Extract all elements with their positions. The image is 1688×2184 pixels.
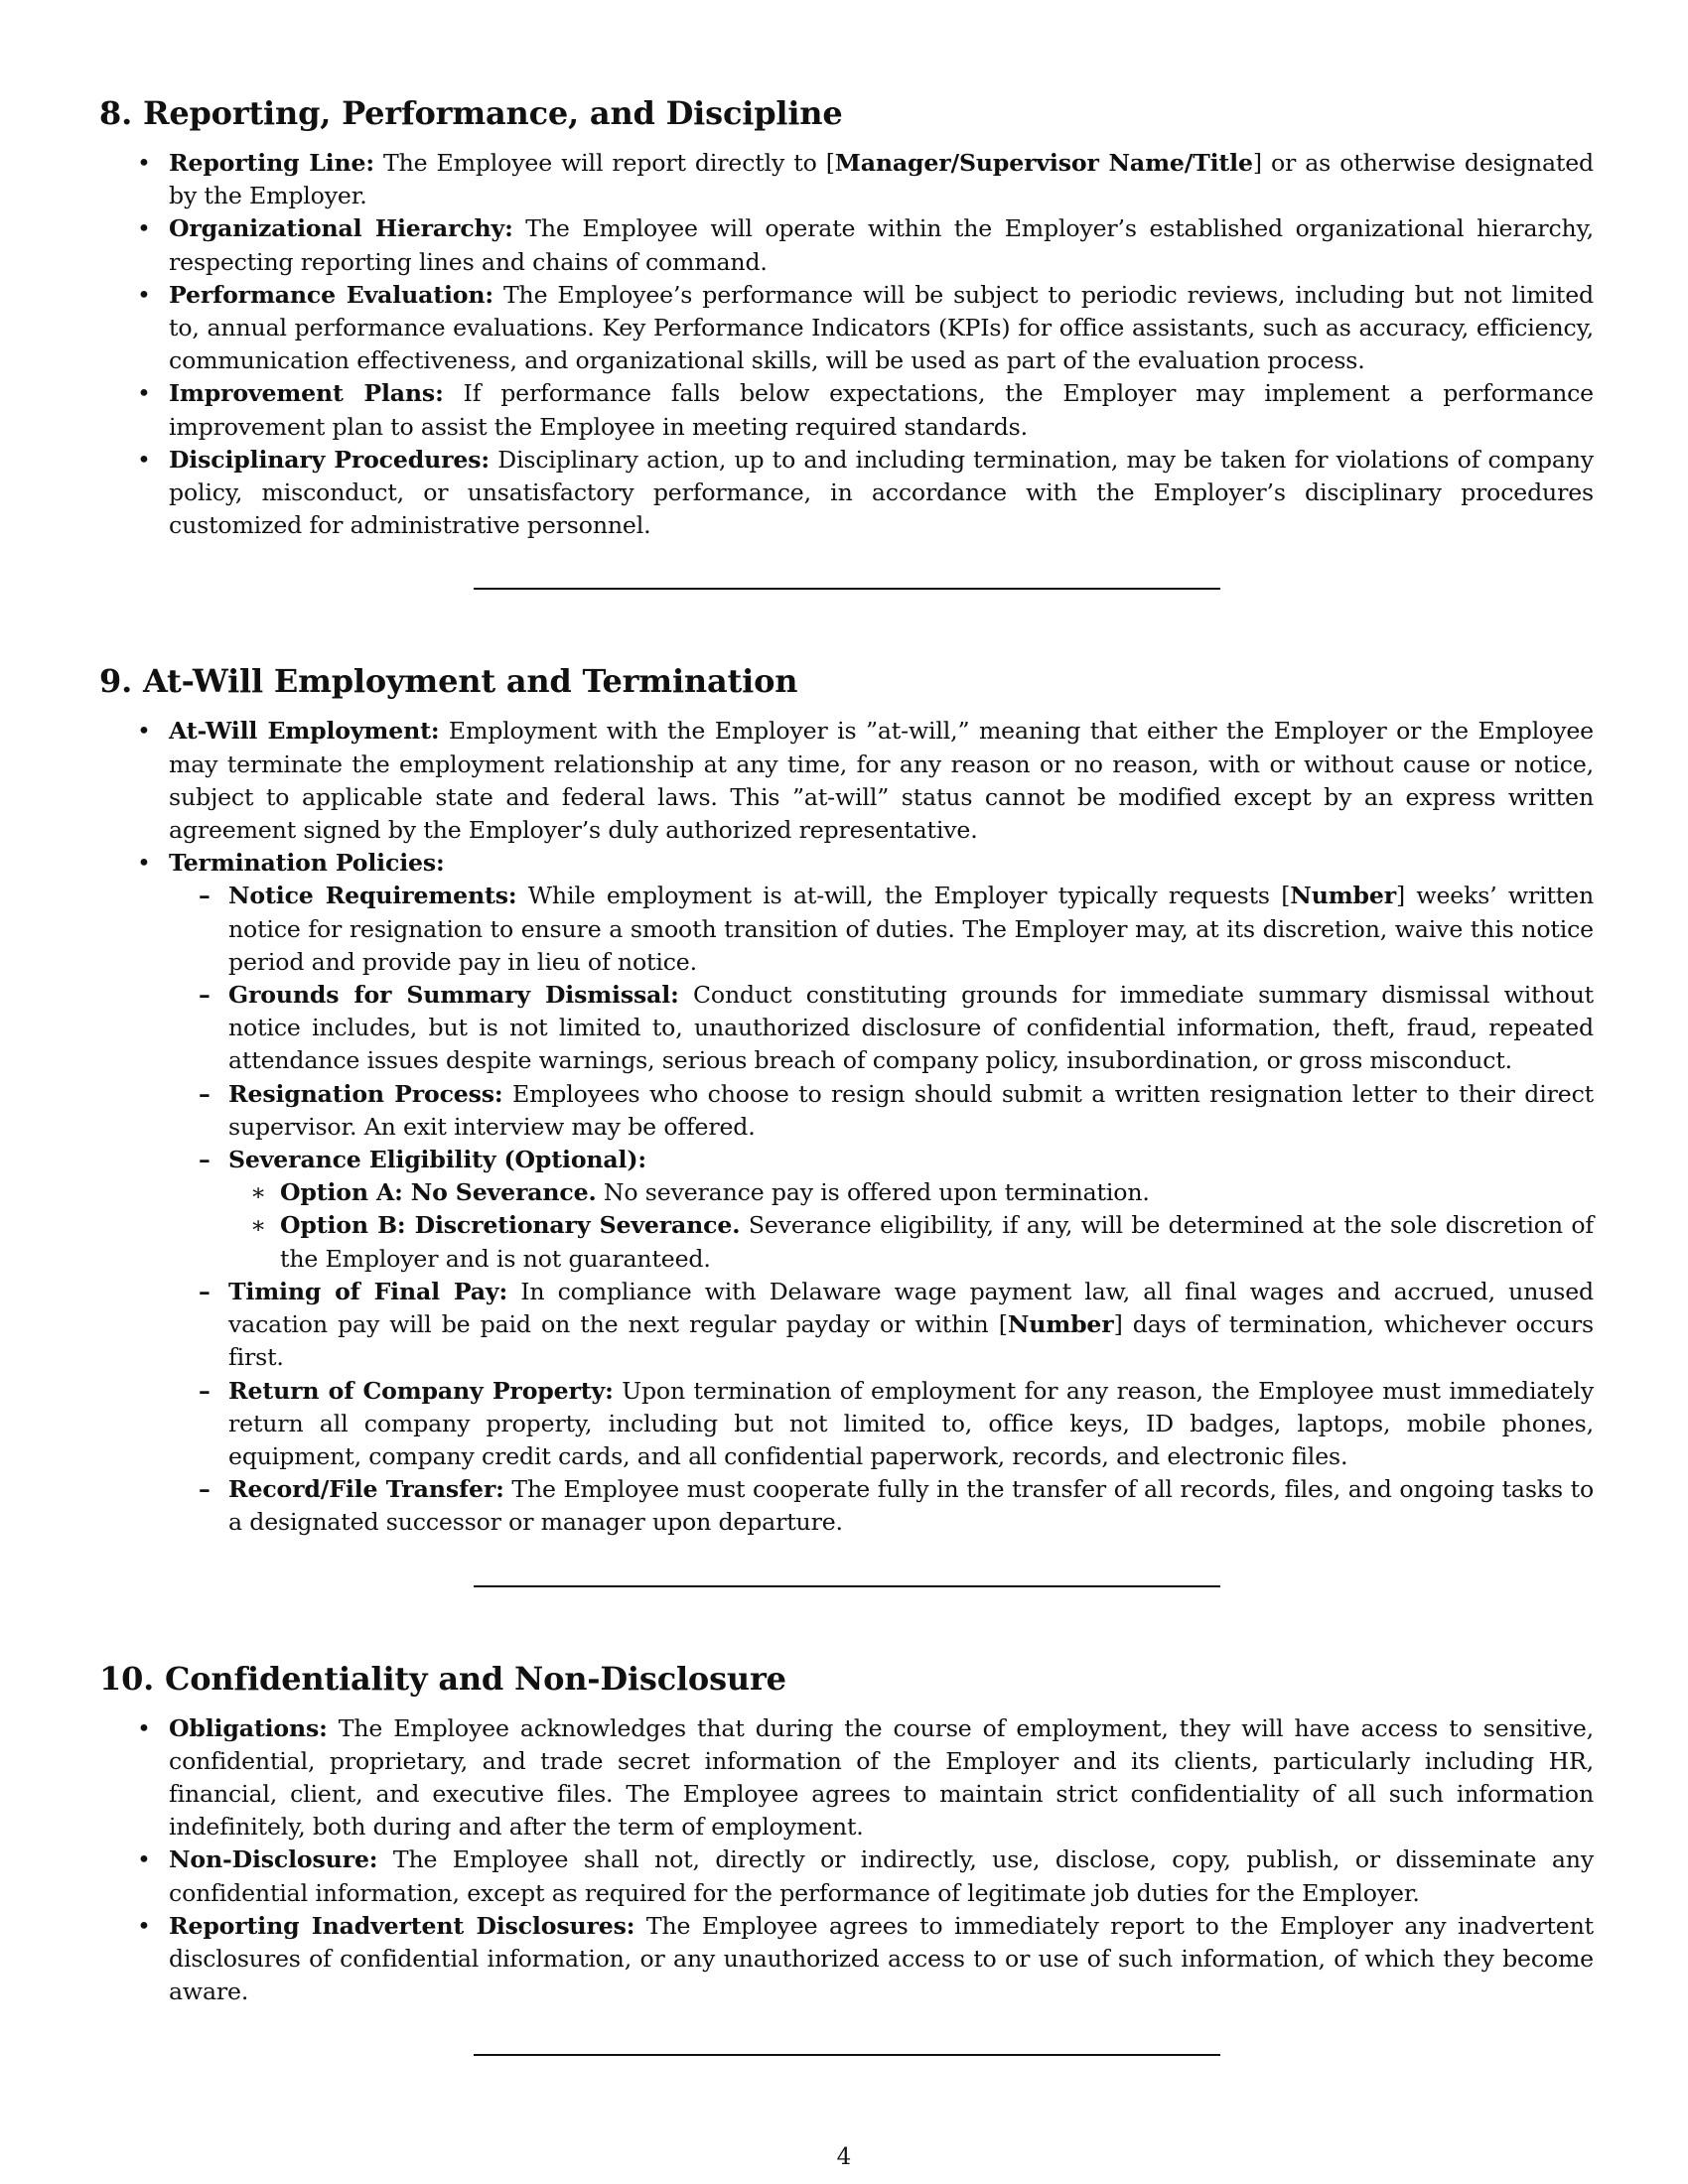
- list-item-obligations: • Obligations: The Employee acknowledges that during the course of employment, they will have access to sensitive, confidential, proprietary, and trade secret information of the Employer and its clients, particularly including HR, financial, client, and executive files. The Employee agrees to maintain strict confidentiality of all such information indefinitely, both during and after the term of employment.: [99, 1712, 1594, 1844]
- placeholder-number: Number: [1290, 882, 1397, 910]
- section-divider: [99, 2008, 1594, 2125]
- item-label: Severance Eligibility (Optional):: [228, 1146, 646, 1174]
- list-item-reporting-inadvertent-disclosures: • Reporting Inadvertent Disclosures: The Employee agrees to immediately report to the Employer any inadvertent disclosures of confidential information, or any unauthorized access to or use of such information, of which they become aware.: [99, 1910, 1594, 2009]
- placeholder-number: Number: [1007, 1310, 1114, 1339]
- item-label: Option B: Discretionary Severance.: [280, 1211, 741, 1240]
- section-10-title: 10. Confidentiality and Non-Disclosure: [99, 1659, 786, 1698]
- section-8: [99, 91, 1594, 542]
- list-item-performance-evaluation: • Performance Evaluation: The Employee’s performance will be subject to periodic reviews, including but not limited to, annual performance evaluations. Key Performance Indicators (KPIs) for office assistants, such as accuracy, efficiency, communication effectiveness, and organizational skills, will be used as part of the evaluation process.: [99, 279, 1594, 378]
- section-9: [99, 659, 1594, 1539]
- list-item-reporting-line: • Reporting Line: The Employee will report directly to [Manager/Supervisor Name/Title] or as otherwise designated by the Employer.: [99, 147, 1594, 212]
- placeholder-manager: Manager/Supervisor Name/Title: [834, 149, 1253, 177]
- section-9-title: 9. At-Will Employment and Termination: [99, 662, 798, 701]
- subitem-severance-eligibility: [169, 1144, 1594, 1276]
- horizontal-rule: [474, 1585, 1220, 1587]
- item-label: Resignation Process:: [228, 1079, 503, 1108]
- item-label: Option A: No Severance.: [280, 1178, 597, 1207]
- item-label: Return of Company Property:: [228, 1376, 614, 1405]
- section-divider: [99, 1540, 1594, 1657]
- section-9-list: [99, 715, 1594, 1539]
- page-number: 4: [836, 2144, 852, 2170]
- item-label: Improvement Plans:: [169, 379, 444, 408]
- item-label: Grounds for Summary Dismissal:: [228, 981, 679, 1010]
- severance-option-b: ∗ Option B: Discretionary Severance. Severance eligibility, if any, will be determined at the sole discretion of the Employer and is not guaranteed.: [228, 1209, 1594, 1275]
- list-item-disciplinary-procedures: • Disciplinary Procedures: Disciplinary action, up to and including termination, may be taken for violations of company policy, misconduct, or unsatisfactory performance, in accordance with the Employer’s disciplinary procedures customized for administrative personnel.: [99, 444, 1594, 543]
- item-label: Termination Policies:: [169, 849, 445, 878]
- item-label: At-Will Employment:: [169, 717, 440, 746]
- list-item-at-will-employment: • At-Will Employment: Employment with the Employer is ”at-will,” meaning that either the Employer or the Employee may terminate the employment relationship at any time, for any reason or no reason, with or without cause or notice, subject to applicable state and federal laws. This ”at-will” status cannot be modified except by an express written agreement signed by the Employer’s duly authorized representative.: [99, 715, 1594, 847]
- subitem-resignation-process: – Resignation Process: Employees who choose to resign should submit a written resignation letter to their direct supervisor. An exit interview may be offered.: [169, 1078, 1594, 1144]
- list-item-organizational-hierarchy: • Organizational Hierarchy: The Employee will operate within the Employer’s established organizational hierarchy, respecting reporting lines and chains of command.: [99, 212, 1594, 278]
- horizontal-rule: [474, 2054, 1220, 2056]
- list-item-improvement-plans: • Improvement Plans: If performance falls below expectations, the Employer may implement a performance improvement plan to assist the Employee in meeting required standards.: [99, 377, 1594, 443]
- subitem-record-file-transfer: – Record/File Transfer: The Employee must cooperate fully in the transfer of all records, files, and ongoing tasks to a designated successor or manager upon departure.: [169, 1473, 1594, 1539]
- document-page: [99, 91, 1594, 2125]
- severance-option-a: ∗ Option A: No Severance. No severance pay is offered upon termination.: [228, 1176, 1594, 1209]
- section-10-list: [99, 1712, 1594, 2009]
- item-label: Notice Requirements:: [228, 882, 517, 910]
- item-label: Performance Evaluation:: [169, 280, 493, 309]
- list-item-non-disclosure: • Non-Disclosure: The Employee shall not, directly or indirectly, use, disclose, copy, publish, or disseminate any confidential information, except as required for the performance of legitimate job duties for the Employer.: [99, 1843, 1594, 1909]
- item-label: Reporting Inadvertent Disclosures:: [169, 1911, 635, 1940]
- item-label: Organizational Hierarchy:: [169, 214, 513, 243]
- section-8-title: 8. Reporting, Performance, and Discipline: [99, 94, 843, 132]
- section-10: [99, 1657, 1594, 2009]
- item-label: Reporting Line:: [169, 149, 374, 177]
- subitem-grounds-summary-dismissal: – Grounds for Summary Dismissal: Conduct constituting grounds for immediate summary dismissal without notice includes, but is not limited to, unauthorized disclosure of confidential information, theft, fraud, repeated attendance issues despite warnings, serious breach of company policy, insubordination, or gross misconduct.: [169, 979, 1594, 1078]
- item-label: Non-Disclosure:: [169, 1845, 378, 1874]
- subitem-return-company-property: – Return of Company Property: Upon termination of employment for any reason, the Employee must immediately return all company property, including but not limited to, office keys, ID badges, laptops, mobile phones, equipment, company credit cards, and all confidential paperwork, records, and electronic files.: [169, 1375, 1594, 1474]
- section-8-list: [99, 147, 1594, 542]
- list-item-termination-policies: [99, 847, 1594, 1539]
- subitem-notice-requirements: – Notice Requirements: While employment is at-will, the Employer typically requests [Number] weeks’ written notice for resignation to ensure a smooth transition of duties. The Employer may, at its discretion, waive this notice period and provide pay in lieu of notice.: [169, 880, 1594, 979]
- item-label: Record/File Transfer:: [228, 1475, 504, 1504]
- item-label: Timing of Final Pay:: [228, 1277, 508, 1305]
- termination-sublist: [169, 880, 1594, 1539]
- subitem-timing-final-pay: – Timing of Final Pay: In compliance with Delaware wage payment law, all final wages and accrued, unused vacation pay will be paid on the next regular payday or within [Number] days of termination, whichever occurs first.: [169, 1276, 1594, 1375]
- item-label: Obligations:: [169, 1713, 328, 1742]
- section-divider: [99, 542, 1594, 659]
- severance-options-list: [228, 1176, 1594, 1276]
- item-label: Disciplinary Procedures:: [169, 445, 490, 474]
- horizontal-rule: [474, 588, 1220, 590]
